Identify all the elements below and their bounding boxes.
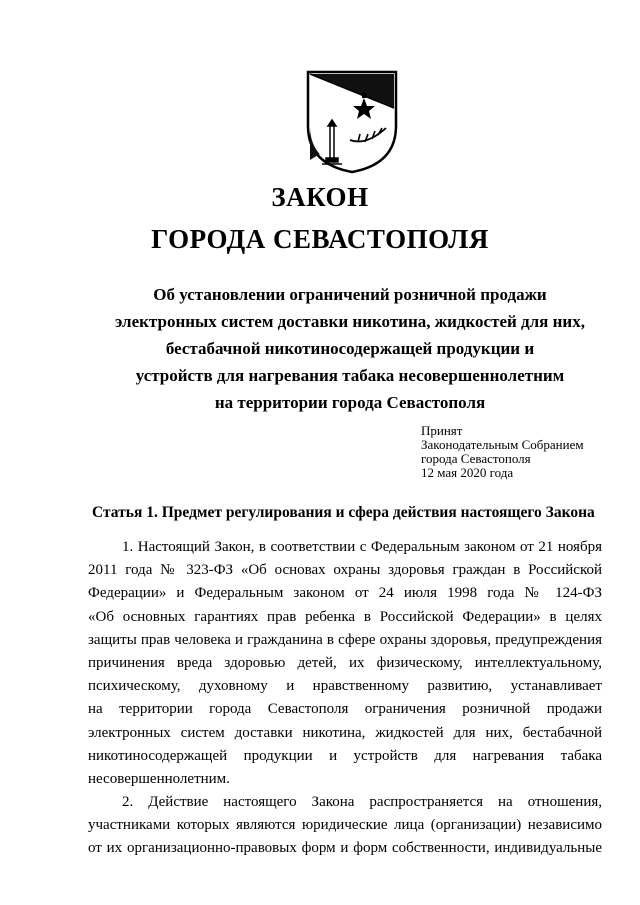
text-line: 2. Действие настоящего Закона распространяется на отношения, <box>122 794 602 810</box>
adoption-line: Законодательным Собранием <box>421 437 584 452</box>
subject-line: на территории города Севастополя <box>214 393 486 412</box>
text-line: 2011 года № 323-ФЗ «Об основах охраны здоровья граждан в Российской <box>88 562 602 579</box>
subject-line: электронных систем доставки никотина, жидкостей для них, <box>115 312 585 331</box>
text-line: Федерации» и Федеральным законом от 24 июля 1998 года № 124-ФЗ <box>88 585 602 602</box>
text-line: никотиносодержащей продукции и устройств для нагревания табака <box>88 747 602 764</box>
law-subject-heading <box>80 281 620 416</box>
text-line: от их организационно-правовых форм и форм собственности, индивидуальные <box>88 840 602 857</box>
text-line: 1. Настоящий Закон, в соответствии с Федеральным законом от 21 ноября <box>122 539 602 555</box>
text-line: на территории города Севастополя ограничения розничной продажи <box>88 701 602 718</box>
adoption-note <box>421 424 584 480</box>
text-line: «Об основных гарантиях прав ребенка в Российской Федерации» в целях <box>88 608 602 625</box>
text-line: электронных систем доставки никотина, жидкостей для них, бестабачной <box>88 724 602 741</box>
text-line: несовершеннолетним. <box>88 770 230 787</box>
subject-line: устройств для нагревания табака несовершеннолетним <box>135 366 565 385</box>
article-1-paragraph-1 <box>88 536 602 791</box>
subject-line: Об установлении ограничений розничной продажи <box>153 285 547 304</box>
law-title: ЗАКОН <box>271 182 369 212</box>
adoption-date: 12 мая 2020 года <box>421 465 514 480</box>
adoption-line: Принят <box>421 423 463 438</box>
article-1-heading: Статья 1. Предмет регулирования и сфера действия настоящего Закона <box>92 504 595 521</box>
article-1-paragraph-2 <box>88 791 602 861</box>
text-line: участниками которых являются юридические лица (организации) независимо <box>88 817 602 834</box>
text-line: психическому, духовному и нравственному развитию, устанавливает <box>88 678 602 695</box>
sevastopol-coat-of-arms-emblem <box>302 68 402 174</box>
text-line: причинения вреда здоровью детей, их физическому, интеллектуальному, <box>88 654 602 671</box>
law-city-title: ГОРОДА СЕВАСТОПОЛЯ <box>151 224 489 254</box>
text-line: защиты прав человека и гражданина в сфере охраны здоровья, предупреждения <box>88 631 602 648</box>
subject-line: бестабачной никотиносодержащей продукции и <box>165 339 535 358</box>
adoption-line: города Севастополя <box>421 451 531 466</box>
